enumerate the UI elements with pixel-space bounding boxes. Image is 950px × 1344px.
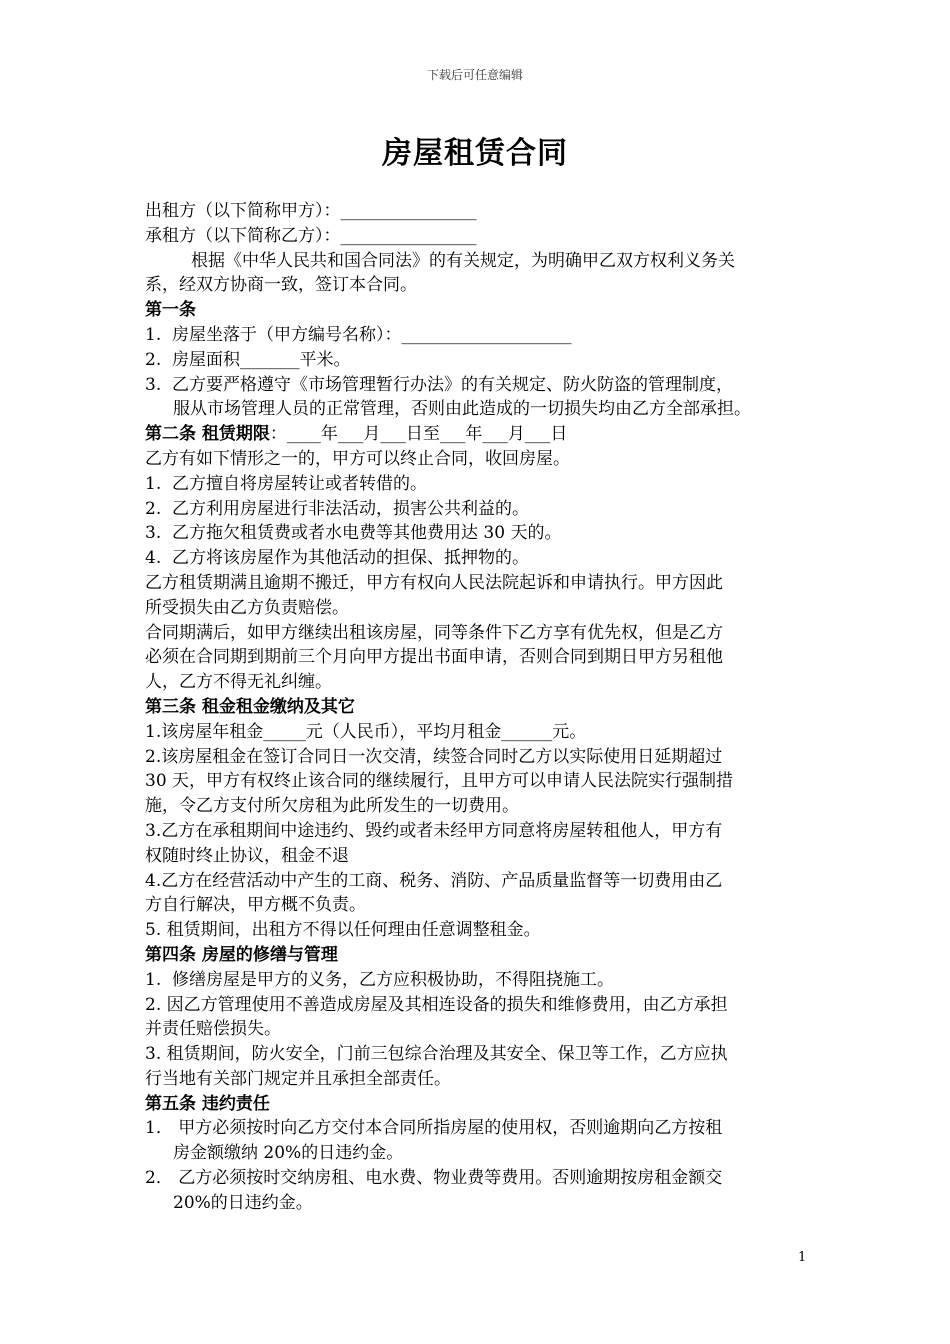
paragraph-line: 2. 乙方利用房屋进行非法活动，损害公共利益的。 <box>145 498 530 519</box>
paragraph-line: 服从市场管理人员的正常管理，否则由此造成的一切损失均由乙方全部承担。 <box>173 399 751 420</box>
article-heading: 第二条 租赁期限 <box>145 424 270 445</box>
paragraph-line: 2． 乙方必须按时交纳房租、电水费、物业费等费用。否则逾期按房租金额交 <box>145 1168 723 1189</box>
paragraph-line: 1. 修缮房屋是甲方的义务，乙方应积极协助，不得阻挠施工。 <box>145 969 615 990</box>
article-heading: 第一条 <box>145 300 196 321</box>
paragraph-line: 合同期满后，如甲方继续出租该房屋，同等条件下乙方享有优先权，但是乙方 <box>145 622 723 643</box>
paragraph-line: 房金额缴纳 20%的日违约金。 <box>173 1143 404 1164</box>
page-number: 1 <box>798 1250 807 1265</box>
paragraph-line: 2. 房屋面积_______平米。 <box>145 349 351 370</box>
article-heading: 第四条 房屋的修缮与管理 <box>145 944 338 965</box>
paragraph-line: 1． 甲方必须按时向乙方交付本合同所指房屋的使用权，否则逾期向乙方按租 <box>145 1118 723 1139</box>
paragraph-line: 1.该房屋年租金_____元（人民币），平均月租金______元。 <box>145 721 587 742</box>
paragraph-line: 30 天，甲方有权终止该合同的继续履行，且甲方可以申请人民法院实行强制措 <box>145 771 734 792</box>
paragraph-line: 人，乙方不得无礼纠缠。 <box>145 672 332 693</box>
paragraph-line: 权随时终止协议，租金不退 <box>145 845 349 866</box>
article-heading: 第五条 违约责任 <box>145 1093 270 1114</box>
paragraph-line: 5. 租赁期间，出租方不得以任何理由任意调整租金。 <box>145 920 541 941</box>
paragraph-line: 3. 租赁期间，防火安全，门前三包综合治理及其安全、保卫等工作，乙方应执 <box>145 1044 728 1065</box>
lease-term-dates: ：____年___月___日至___年___月___日 <box>269 424 568 445</box>
paragraph-line: 乙方租赁期满且逾期不搬迁，甲方有权向人民法院起诉和申请执行。甲方因此 <box>145 572 723 593</box>
paragraph-line: 行当地有关部门规定并且承担全部责任。 <box>145 1068 451 1089</box>
paragraph-line: 3. 乙方拖欠租赁费或者水电费等其他费用达 30 天的。 <box>145 523 562 544</box>
paragraph-line: 乙方有如下情形之一的，甲方可以终止合同，收回房屋。 <box>145 448 570 469</box>
header-note: 下载后可任意编辑 <box>426 68 523 82</box>
paragraph-line: 2. 因乙方管理使用不善造成房屋及其相连设备的损失和维修费用，由乙方承担 <box>145 994 728 1015</box>
article-heading-line <box>145 422 815 447</box>
paragraph-line: 系，经双方协商一致，签订本合同。 <box>145 275 417 296</box>
paragraph-line: 3.乙方在承租期间中途违约、毁约或者未经甲方同意将房屋转租他人，甲方有 <box>145 820 723 841</box>
contract-body <box>145 199 815 1216</box>
paragraph-line: 根据《中华人民共和国合同法》的有关规定，为明确甲乙双方权利义务关 <box>191 250 735 271</box>
paragraph-line: 3. 乙方要严格遵守《市场管理暂行办法》的有关规定、防火防盗的管理制度， <box>145 374 734 395</box>
paragraph-line: 并责任赔偿损失。 <box>145 1019 281 1040</box>
paragraph-line: 所受损失由乙方负责赔偿。 <box>145 597 349 618</box>
document-title: 房屋租赁合同 <box>382 136 568 171</box>
paragraph-line: 施，令乙方支付所欠房租为此所发生的一切费用。 <box>145 796 519 817</box>
paragraph-line: 方自行解决，甲方概不负责。 <box>145 895 366 916</box>
paragraph-line: 承租方（以下简称乙方）：________________ <box>145 225 477 246</box>
paragraph-line: 出租方（以下简称甲方）：________________ <box>145 201 477 221</box>
paragraph-line: 20%的日违约金。 <box>173 1192 313 1213</box>
paragraph-line: 2.该房屋租金在签订合同日一次交清，续签合同时乙方以实际使用日延期超过 <box>145 746 723 767</box>
article-heading: 第三条 租金租金缴纳及其它 <box>145 696 355 717</box>
paragraph-line: 必须在合同期到期前三个月向甲方提出书面申请，否则合同到期日甲方另租他 <box>145 647 723 668</box>
paragraph-line: 1. 乙方擅自将房屋转让或者转借的。 <box>145 473 428 494</box>
paragraph-line: 4. 乙方将该房屋作为其他活动的担保、抵押物的。 <box>145 548 530 569</box>
paragraph-line: 4.乙方在经营活动中产生的工商、税务、消防、产品质量监督等一切费用由乙 <box>145 870 723 891</box>
paragraph-line: 1. 房屋坐落于（甲方编号名称）：____________________ <box>145 324 572 345</box>
